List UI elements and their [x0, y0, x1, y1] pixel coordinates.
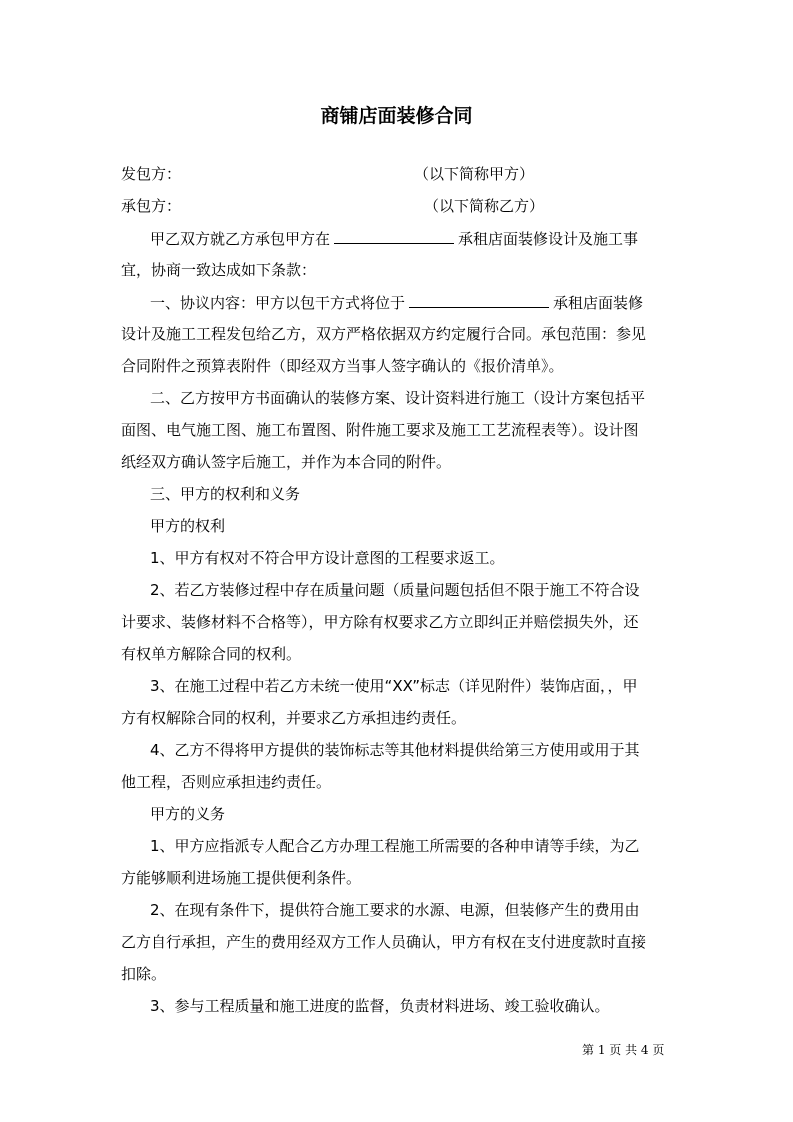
duty-2-line-2: 乙方自行承担，产生的费用经双方工作人员确认，甲方有权在支付进度款时直接 — [121, 933, 647, 951]
duty-2-line-3: 扣除。 — [121, 965, 167, 983]
clause1-text-b: 承租店面装修 — [553, 294, 644, 312]
party-a-label: 发包方： — [121, 165, 182, 183]
right-2-line-2: 计要求、装修材料不合格等），甲方除有权要求乙方立即纠正并赔偿损失外，还 — [121, 613, 639, 631]
party-a-note: （以下简称甲方） — [414, 165, 535, 183]
right-4-line-1: 4、乙方不得将甲方提供的装饰标志等其他材料提供给第三方使用或用于其 — [150, 741, 640, 759]
party-b-line — [121, 196, 545, 216]
duty-3: 3、参与工程质量和施工进度的监督，负责材料进场、竣工验收确认。 — [150, 997, 610, 1015]
clause1-line-2: 设计及施工工程发包给乙方，双方严格依据双方约定履行合同。承包范围：参见 — [121, 325, 647, 343]
rights-heading: 甲方的权利 — [150, 517, 226, 535]
right-2-line-1: 2、若乙方装修过程中存在质量问题（质量问题包括但不限于施工不符合设 — [150, 581, 640, 599]
location-blank — [334, 228, 454, 244]
intro-line-2: 宜，协商一致达成如下条款： — [121, 261, 317, 279]
duties-heading: 甲方的义务 — [150, 805, 226, 823]
clause2-line-2: 面图、电气施工图、施工布置图、附件施工要求及施工工艺流程表等）。设计图 — [121, 421, 639, 439]
clause1-line-1 — [150, 292, 643, 313]
clause2-line-3: 纸经双方确认签字后施工，并作为本合同的附件。 — [121, 453, 452, 471]
address-blank — [409, 292, 549, 308]
right-2-line-3: 有权单方解除合同的权利。 — [121, 645, 302, 663]
intro-line-1 — [150, 228, 638, 249]
party-b-label: 承包方： — [121, 197, 182, 215]
duty-1-line-2: 方能够顺利进场施工提供便利条件。 — [121, 869, 362, 887]
party-a-line — [121, 164, 535, 184]
party-b-note: （以下简称乙方） — [424, 197, 545, 215]
right-1: 1、甲方有权对不符合甲方设计意图的工程要求返工。 — [150, 549, 505, 567]
clause3-heading: 三、甲方的权利和义务 — [150, 485, 301, 503]
duty-2-line-1: 2、在现有条件下，提供符合施工要求的水源、电源，但装修产生的费用由 — [150, 901, 640, 919]
clause1-line-3: 合同附件之预算表附件（即经双方当事人签字确认的《报价清单》。 — [121, 357, 564, 375]
right-4-line-2: 他工程，否则应承担违约责任。 — [121, 773, 332, 791]
duty-1-line-1: 1、甲方应指派专人配合乙方办理工程施工所需要的各种申请等手续，为乙 — [150, 837, 640, 855]
intro-text-a: 甲乙双方就乙方承包甲方在 — [150, 230, 331, 248]
clause2-line-1: 二、乙方按甲方书面确认的装修方案、设计资料进行施工（设计方案包括平 — [150, 389, 646, 407]
right-3-line-2: 方有权解除合同的权利，并要求乙方承担违约责任。 — [121, 709, 467, 727]
right-3-line-1: 3、在施工过程中若乙方未统一使用“XX”标志（详见附件）装饰店面，，甲 — [150, 677, 638, 695]
page-number: 第 1 页 共 4 页 — [582, 1043, 665, 1057]
clause1-text-a: 一、协议内容：甲方以包干方式将位于 — [150, 294, 406, 312]
intro-text-b: 承租店面装修设计及施工事 — [458, 230, 639, 248]
document-title: 商铺店面装修合同 — [320, 105, 473, 127]
